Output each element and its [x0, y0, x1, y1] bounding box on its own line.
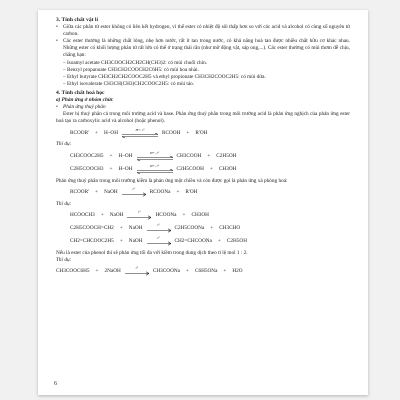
- page-content: [56, 16, 350, 280]
- reaction-condition: H+, t°: [135, 127, 145, 132]
- chemical-term-reactant: RCOOR': [70, 189, 90, 196]
- reversible-arrow-icon: [137, 165, 173, 174]
- reaction-arrow-icon: [122, 188, 146, 197]
- chemical-term-product: R'OH: [185, 189, 198, 196]
- acid-hydrolysis-paragraph: Ester bị thuỷ phân cả trong môi trường acid và base. Phản ứng thuỷ phân trong môi trường acid là phản ứng nghịch của phản ứng ester hoá tạo ra carboxylic acid và alcohol (hoặc phenol).: [56, 111, 350, 125]
- reaction-arrow-icon: [127, 211, 151, 220]
- document-page: [38, 10, 368, 395]
- plus-sign: +: [207, 152, 211, 159]
- reaction-condition: H+, t°: [150, 164, 160, 168]
- reaction-arrow-icon: [125, 267, 149, 276]
- example-label: Thí dụ:: [56, 141, 72, 148]
- chemical-term-reactant: NaOH: [104, 189, 118, 196]
- chemical-term-product: HCOONa: [155, 212, 177, 219]
- chemical-term-product: C2H5OH: [216, 152, 237, 159]
- section-4-heading: 4. Tính chất hoá học: [56, 89, 105, 96]
- example-label: Thí dụ:: [56, 256, 72, 263]
- reaction-condition: H+, t°: [150, 151, 160, 155]
- reaction-arrow-icon: [147, 224, 171, 233]
- chemical-term-product: CH3COOH: [176, 152, 202, 159]
- reaction-condition: t°: [138, 210, 141, 215]
- plus-sign: +: [185, 268, 189, 275]
- aroma-ethyl-isovalerate: – Ethyl isovalerate CH3CH(CH3)CH2COOC2H5: có mùi táo.: [63, 80, 195, 87]
- chemical-term-reactant: C2H5COOCH=CH2: [70, 225, 114, 232]
- chemical-term-product: CH3OH: [218, 165, 237, 172]
- chemical-term-product: C2H5OH: [226, 238, 247, 245]
- aroma-ethyl-butyrate: – Ethyl butyrate CH3CH2CH2COOC2H5 và ethyl propionate CH3CH2COOC2H5: có mùi dứa.: [63, 73, 266, 80]
- chemical-term-reactant: CH2=CHCOOC2H5: [70, 238, 114, 245]
- equation: [70, 128, 350, 138]
- equation: [70, 224, 350, 234]
- bullet-boiling-point: • Giữa các phân tử ester không có liên kết hydrogen, vì thế ester có nhiệt độ sôi thấp hơn so với các acid và alcohol có cùng số nguyên tử carbon.: [56, 24, 350, 38]
- plus-sign: +: [95, 129, 99, 136]
- chemical-term-reactant: NaOH: [128, 238, 143, 245]
- chemical-term-product: C2H5COOH: [176, 165, 204, 172]
- bullet-physical-state: • Các ester thường là những chất lỏng, nhẹ hơn nước, rất ít tan trong nước, có khả năng hoà tan được nhiều chất hữu cơ khác nhau. Những ester có khối lượng phân tử rất lớn có thể ở trạng thái rắn (như mỡ động vật, sáp ong,...). Các ester thường có mùi thơm dễ chịu, chẳng hạn:: [56, 38, 350, 59]
- plus-sign: +: [209, 165, 213, 172]
- chemical-term-product: CH2=CHCOONa: [174, 238, 212, 245]
- chemical-term-product: CH3CHO: [219, 225, 241, 232]
- plus-sign: +: [119, 238, 123, 245]
- plus-sign: +: [109, 165, 113, 172]
- reaction-condition: t°: [157, 236, 160, 241]
- plus-sign: +: [182, 212, 186, 219]
- reaction-condition: t°: [132, 187, 135, 192]
- chemical-term-reactant: CH3COOC6H5: [56, 268, 90, 275]
- page-number: 6: [54, 381, 57, 387]
- plus-sign: +: [95, 189, 99, 196]
- equation: [70, 165, 350, 175]
- reversible-arrow-icon: [137, 152, 173, 161]
- chemical-term-reactant: RCOOR': [70, 129, 90, 136]
- chemical-term-product: CH3OH: [191, 212, 209, 219]
- hydrolysis-bullet: • Phản ứng thuỷ phân: [56, 104, 350, 111]
- plus-sign: +: [186, 129, 190, 136]
- chemical-term-product: CH3COONa: [152, 268, 180, 275]
- chemical-term-reactant: H–OH: [118, 165, 133, 172]
- section-3-heading: 3. Tính chất vật lí: [56, 17, 99, 23]
- plus-sign: +: [217, 238, 221, 245]
- reaction-arrow-icon: [147, 237, 171, 246]
- chemical-term-reactant: NaOH: [109, 212, 124, 219]
- equation: [70, 211, 350, 221]
- chemical-term-reactant: CH3COOC2H5: [70, 152, 104, 159]
- aroma-isoamyl-acetate: – Isoamyl acetate CH3COOCH2CH2CH(CH3)2: có mùi chuối chín.: [63, 59, 208, 66]
- plus-sign: +: [210, 225, 214, 232]
- equation: [56, 267, 350, 277]
- chemical-term-product: C2H5COONa: [174, 225, 205, 232]
- reaction-condition: t°: [157, 223, 160, 228]
- saponification-paragraph: Phản ứng thuỷ phân trong môi trường kiềm là phản ứng một chiều và còn được gọi là phản ứng xà phòng hoá:: [56, 177, 288, 184]
- equation: [70, 188, 350, 198]
- equation: [70, 237, 350, 247]
- reversible-arrow-icon: [122, 129, 158, 138]
- chemical-term-reactant: H–OH: [104, 129, 119, 136]
- chemical-term-reactant: HCOOCH3: [70, 212, 95, 219]
- equation: [70, 152, 350, 162]
- plus-sign: +: [176, 189, 180, 196]
- chemical-term-product: C6H5ONa: [194, 268, 218, 275]
- chemical-term-product: RCOONa: [149, 189, 171, 196]
- chemical-term-reactant: C2H5COOCH3: [70, 165, 104, 172]
- plus-sign: +: [95, 268, 99, 275]
- plus-sign: +: [109, 152, 113, 159]
- plus-sign: +: [223, 268, 227, 275]
- reaction-condition: t°: [135, 266, 139, 271]
- chemical-term-product: R'OH: [195, 129, 208, 136]
- plus-sign: +: [100, 212, 104, 219]
- chemical-term-reactant: NaOH: [128, 225, 143, 232]
- chemical-term-reactant: 2NaOH: [104, 268, 121, 275]
- phenol-ester-paragraph: Nếu là ester của phenol thì sẽ phản ứng tối đa với kiềm trong dung dịch theo tỉ lệ mol 1 : 2.: [56, 249, 248, 256]
- aroma-benzyl-propanoate: – Benzyl propanoate CH3CH2COOCH2C6H5: có mùi hoa nhài.: [63, 66, 199, 73]
- plus-sign: +: [119, 225, 123, 232]
- chemical-term-product: RCOOH: [162, 129, 181, 136]
- chemical-term-product: H2O: [232, 268, 243, 275]
- example-label: Thí dụ:: [56, 200, 72, 207]
- subsection-a-heading: a) Phản ứng ở nhóm chức: [56, 97, 114, 104]
- chemical-term-reactant: H–OH: [118, 152, 133, 159]
